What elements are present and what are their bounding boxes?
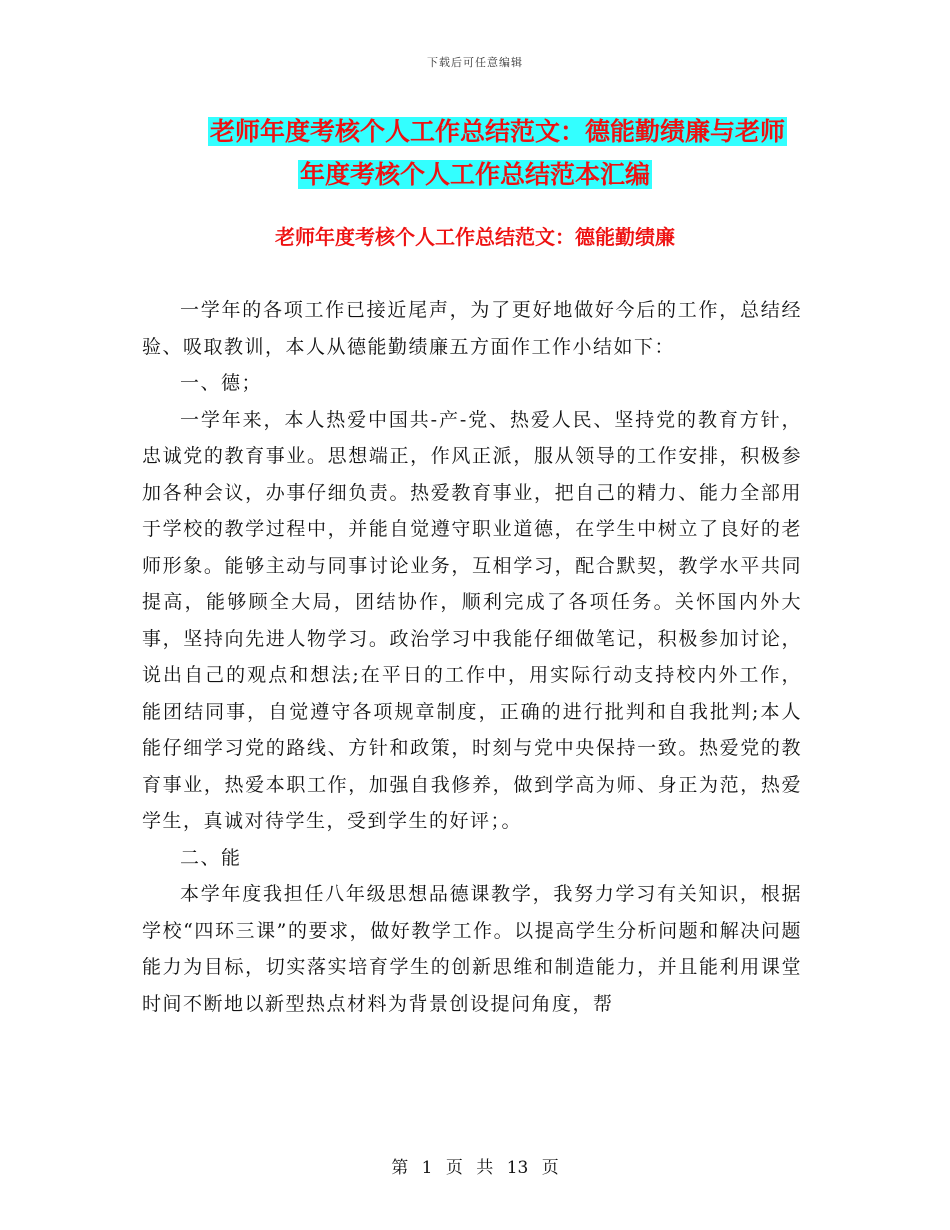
document-title [0, 110, 950, 196]
document-body [142, 292, 802, 1022]
title-line-2: 年度考核个人工作总结范本汇编 [299, 160, 650, 189]
footer-total-pages: 13 [506, 1158, 529, 1178]
page-footer [0, 1153, 950, 1178]
title-line-1: 老师年度考核个人工作总结范文：德能勤绩廉与老师 [209, 117, 785, 146]
header-note: 下载后可任意编辑 [427, 56, 523, 69]
footer-current-page: 1 [421, 1158, 433, 1178]
paragraph-virtue: 一学年来，本人热爱中国共-产-党、热爱人民、坚持党的教育方针，忠诚党的教育事业。思想端正，作风正派，服从领导的工作安排，积极参加各种会议，办事仔细负责。热爱教育事业，把自己的精力、能力全部用于学校的教学过程中，并能自觉遵守职业道德，在学生中树立了良好的老师形象。能够主动与同事讨论业务，互相学习，配合默契，教学水平共同提高，能够顾全大局，团结协作，顺利完成了各项任务。关怀国内外大事，坚持向先进人物学习。政治学习中我能仔细做笔记，积极参加讨论，说出自己的观点和想法;在平日的工作中，用实际行动支持校内外工作，能团结同事，自觉遵守各项规章制度，正确的进行批判和自我批判;本人能仔细学习党的路线、方针和政策，时刻与党中央保持一致。热爱党的教育事业，热爱本职工作，加强自我修养，做到学高为师、身正为范，热爱学生，真诚对待学生，受到学生的好评；。 [142, 408, 802, 832]
paragraph-heading-virtue: 一、德； [180, 372, 263, 394]
paragraph-heading-ability: 二、能 [180, 846, 242, 869]
footer-total-label: 共 [476, 1158, 494, 1178]
paragraph-intro: 一学年的各项工作已接近尾声，为了更好地做好今后的工作，总结经验、吸取教训，本人从德能勤绩廉五方面作工作小结如下： [142, 299, 802, 358]
paragraph-ability: 本学年度我担任八年级思想品德课教学，我努力学习有关知识，根据学校“四环三课”的要求，做好教学工作。以提高学生分析问题和解决问题能力为目标，切实落实培育学生的创新思维和制造能力，并且能利用课堂时间不断地以新型热点材料为背景创设提问角度，帮 [142, 883, 802, 1015]
footer-suffix: 页 [541, 1158, 559, 1178]
section-heading: 老师年度考核个人工作总结范文：德能勤绩廉 [275, 225, 675, 249]
footer-prefix: 第 [391, 1158, 409, 1178]
footer-page-label: 页 [445, 1158, 463, 1178]
